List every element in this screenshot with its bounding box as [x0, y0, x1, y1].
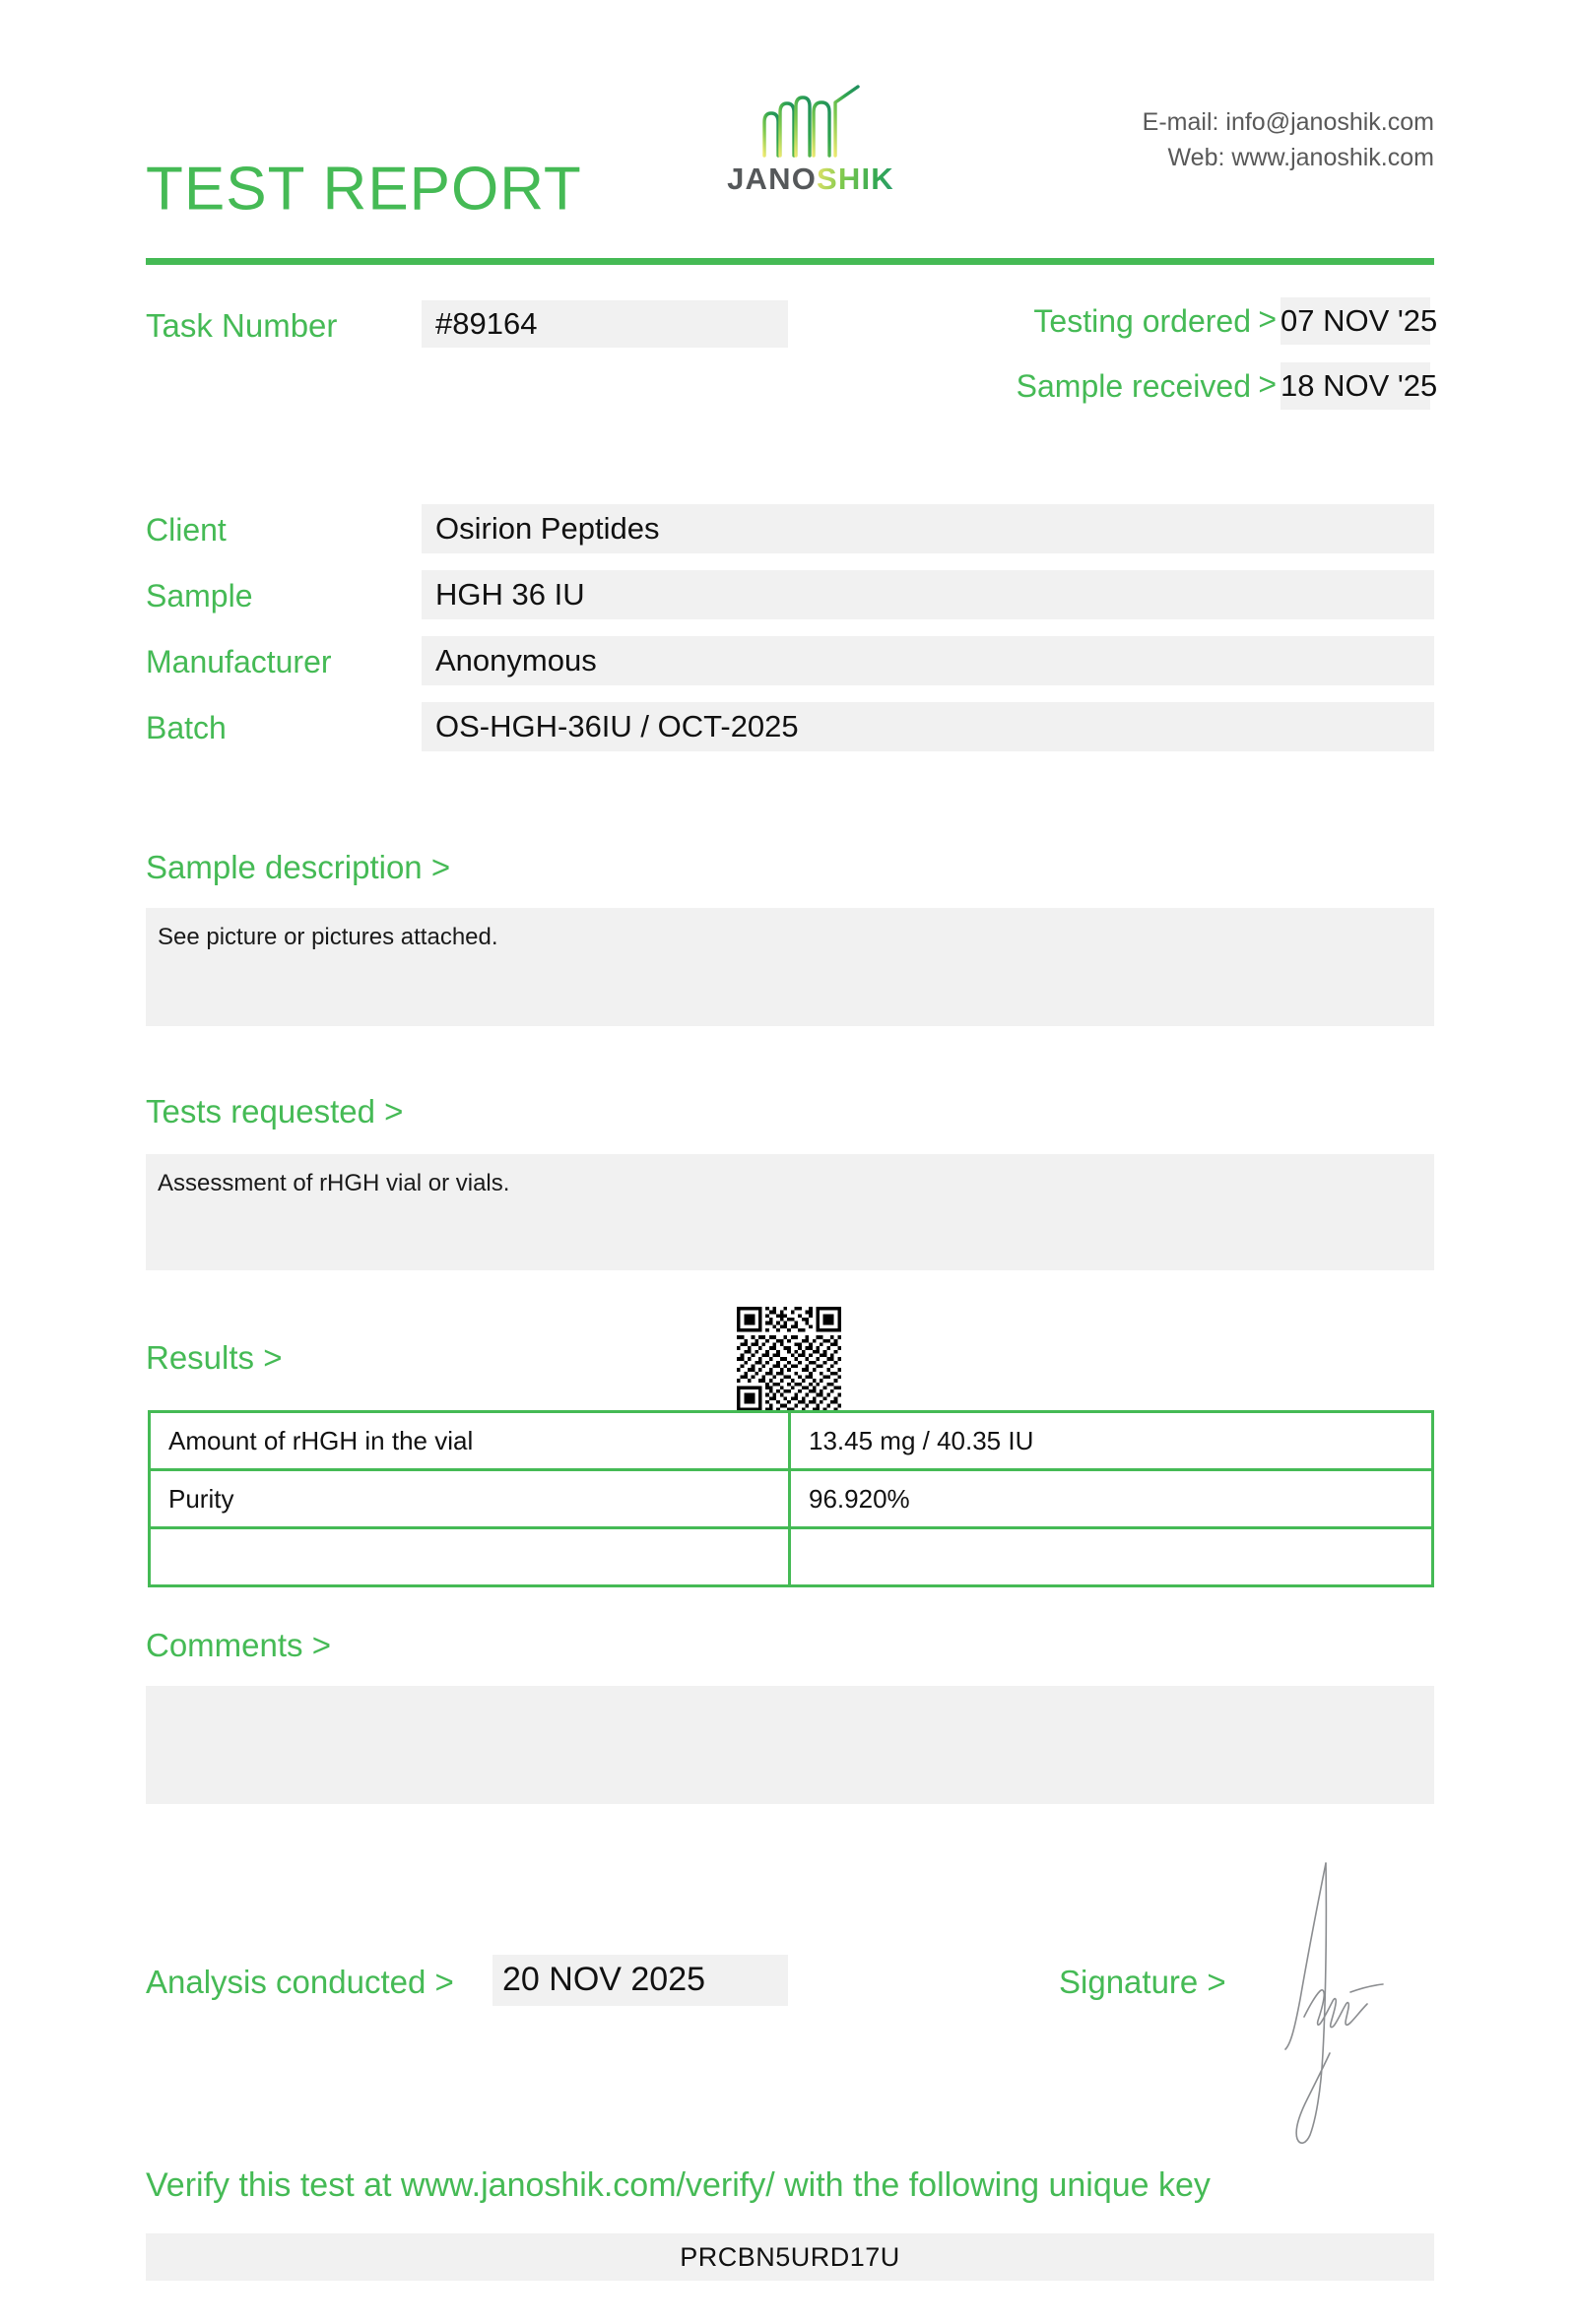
batch-value: OS-HGH-36IU / OCT-2025 — [422, 702, 1434, 751]
verify-instructions: Verify this test at www.janoshik.com/verify/ with the following unique key — [146, 2166, 1211, 2204]
testing-ordered-label: Testing ordered — [1033, 303, 1251, 339]
comments-text — [146, 1686, 1434, 1804]
client-label: Client — [146, 512, 227, 548]
sample-received-value: 18 NOV '25 — [1280, 362, 1430, 410]
info-row-manufacturer — [146, 636, 1434, 702]
task-number-value: #89164 — [422, 300, 788, 348]
sample-description-heading: Sample description > — [146, 849, 451, 885]
tests-requested-heading: Tests requested > — [146, 1093, 404, 1130]
verification-qr-code — [737, 1307, 841, 1411]
batch-label: Batch — [146, 710, 227, 745]
contact-web: Web: www.janoshik.com — [1167, 144, 1434, 172]
sample-description-text: See picture or pictures attached. — [146, 908, 1434, 1026]
results-heading: Results > — [146, 1339, 283, 1376]
table-row — [150, 1470, 1433, 1528]
table-row — [150, 1412, 1433, 1470]
sample-label: Sample — [146, 578, 253, 613]
manufacturer-label: Manufacturer — [146, 644, 332, 679]
unique-verification-key: PRCBN5URD17U — [146, 2233, 1434, 2281]
info-row-client — [146, 504, 1434, 570]
analysis-conducted-label: Analysis conducted > — [146, 1964, 454, 2000]
header-divider — [146, 258, 1434, 265]
document-header — [146, 79, 1434, 236]
results-table — [148, 1410, 1434, 1587]
info-row-batch — [146, 702, 1434, 768]
manufacturer-value: Anonymous — [422, 636, 1434, 685]
result-key — [150, 1528, 790, 1586]
contact-info — [1143, 104, 1434, 176]
sample-value: HGH 36 IU — [422, 570, 1434, 619]
result-key: Amount of rHGH in the vial — [150, 1412, 790, 1470]
brand-name-part1: JANO — [727, 161, 818, 196]
signature-label: Signature > — [1059, 1964, 1226, 2000]
result-key: Purity — [150, 1470, 790, 1528]
result-value — [790, 1528, 1433, 1586]
contact-email: E-mail: info@janoshik.com — [1142, 108, 1434, 136]
info-row-sample — [146, 570, 1434, 636]
page-title: TEST REPORT — [146, 155, 582, 224]
result-value: 96.920% — [790, 1470, 1433, 1528]
tests-requested-text: Assessment of rHGH vial or vials. — [146, 1154, 1434, 1270]
comments-heading: Comments > — [146, 1627, 331, 1663]
table-row — [150, 1528, 1433, 1586]
client-value: Osirion Peptides — [422, 504, 1434, 553]
testing-ordered-value: 07 NOV '25 — [1280, 297, 1430, 345]
result-value: 13.45 mg / 40.35 IU — [790, 1412, 1433, 1470]
task-number-label: Task Number — [146, 307, 338, 344]
sample-received-label: Sample received — [1016, 368, 1251, 404]
brand-name-part2: SHIK — [817, 161, 894, 196]
rising-peaks-chart-icon — [758, 83, 867, 163]
testing-ordered-caret-icon: > — [1258, 301, 1277, 337]
sample-received-caret-icon: > — [1258, 366, 1277, 402]
handwritten-signature — [1280, 1851, 1428, 2147]
brand-wordmark — [697, 163, 924, 194]
analysis-conducted-value: 20 NOV 2025 — [492, 1955, 788, 2006]
sample-info-fields — [146, 504, 1434, 768]
janoshik-logo — [697, 79, 924, 217]
